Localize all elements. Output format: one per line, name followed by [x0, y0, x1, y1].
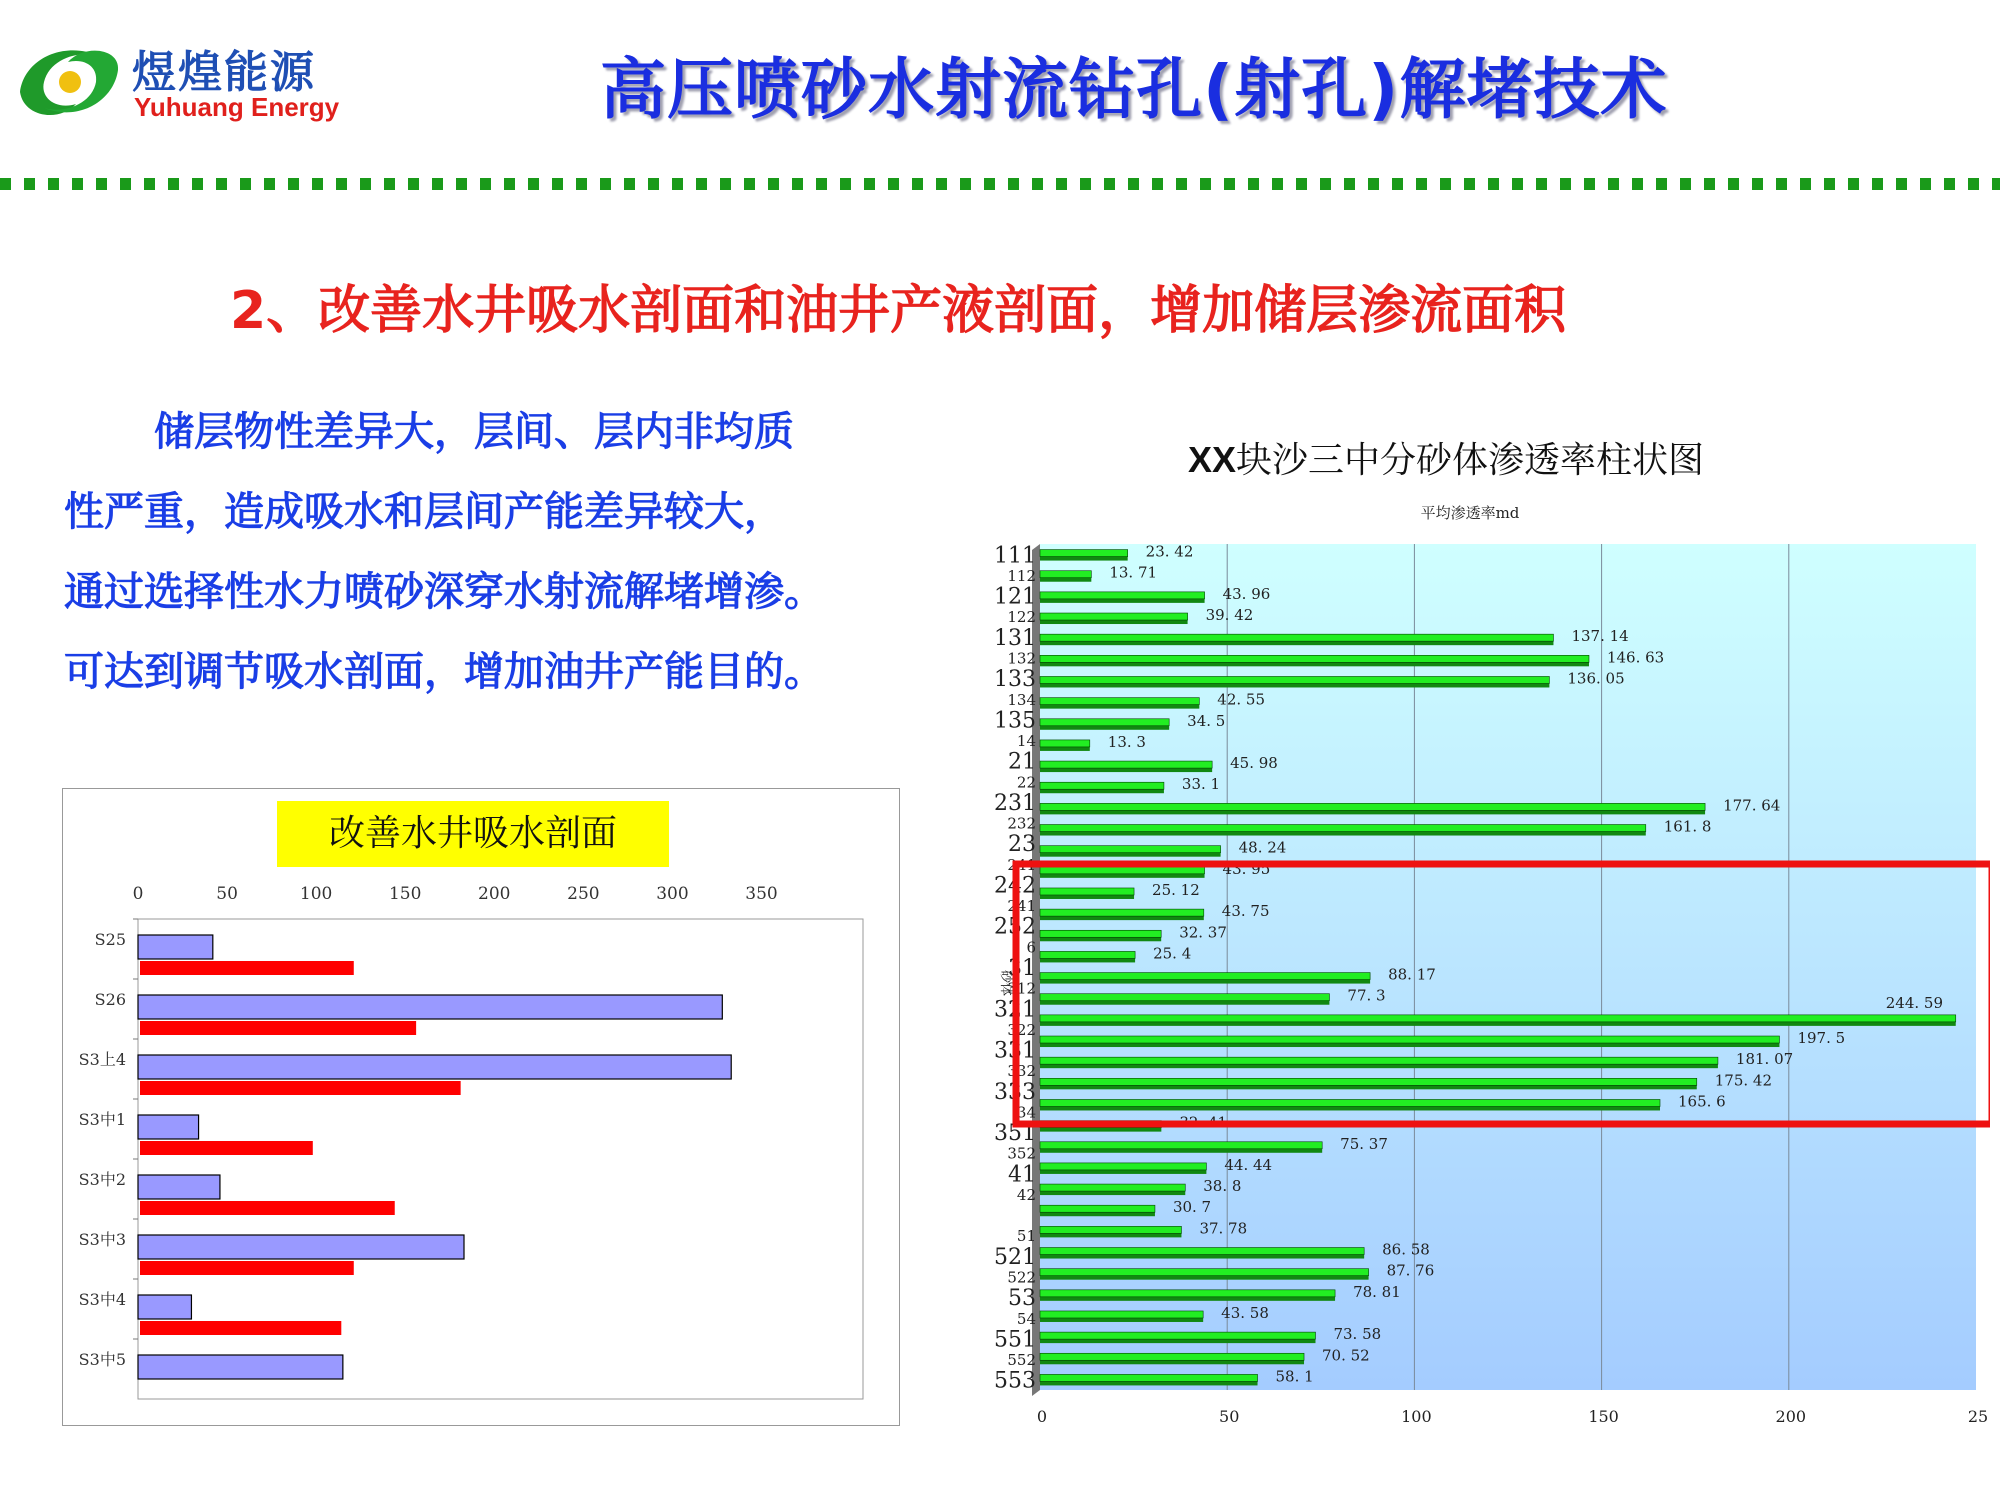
- chart-title-rest: 块沙三中分砂体渗透率柱状图: [1236, 440, 1705, 481]
- bar: [1040, 1184, 1185, 1191]
- category-label: 31: [1008, 956, 1036, 981]
- bar-series2: [140, 1141, 313, 1155]
- bar-series1: [138, 1055, 731, 1079]
- category-label: 112: [1007, 566, 1036, 585]
- category-label: 111: [994, 543, 1036, 569]
- chart1-plot: [63, 789, 899, 1425]
- bar: [1040, 803, 1705, 810]
- paragraph-line: 储层物性差异大，层间、层内非均质: [154, 409, 794, 455]
- bar-value-label: 73. 58: [1333, 1325, 1382, 1344]
- x-tick-label: 150: [1588, 1407, 1619, 1426]
- category-label: 321: [994, 997, 1036, 1023]
- bar: [1040, 1269, 1369, 1276]
- bar: [1040, 1078, 1697, 1085]
- bar: [1040, 1057, 1718, 1064]
- bar-value-label: 137. 14: [1571, 627, 1629, 646]
- description-paragraph: [64, 392, 944, 712]
- category-label: 352: [1007, 1144, 1036, 1163]
- bar: [1040, 613, 1188, 620]
- bar-series1: [138, 995, 722, 1019]
- bar: [1040, 1248, 1364, 1255]
- bar-series1: [138, 1115, 199, 1139]
- bar-value-label: 43. 95: [1222, 859, 1271, 878]
- bar: [1040, 550, 1128, 557]
- category-label: 331: [994, 1038, 1036, 1064]
- category-label: 232: [1007, 814, 1036, 833]
- category-label: 553: [994, 1368, 1036, 1394]
- bar: [1040, 1332, 1315, 1339]
- x-tick-label: 200: [478, 884, 511, 904]
- company-logo: [10, 30, 350, 130]
- bar-value-label: 165. 6: [1678, 1092, 1726, 1111]
- bar: [1040, 761, 1212, 768]
- bar: [1040, 930, 1161, 937]
- category-label: 14: [1016, 732, 1036, 751]
- category-label: S3中3: [78, 1230, 126, 1249]
- bar-value-label: 136. 05: [1567, 669, 1625, 688]
- bar-series1: [138, 1355, 343, 1379]
- x-tick-label: 300: [656, 884, 689, 904]
- category-label: S26: [94, 990, 126, 1009]
- bar-value-label: 30. 7: [1172, 1198, 1212, 1217]
- paragraph-line: 性严重，造成吸水和层间产能差异较大，: [64, 489, 784, 535]
- bar-value-label: 34. 5: [1187, 711, 1226, 730]
- bar-value-label: 45. 98: [1230, 754, 1278, 773]
- category-label: 241: [1007, 855, 1036, 874]
- category-label: 252: [994, 914, 1036, 940]
- page-title: 高压喷砂水射流钻孔(射孔)解堵技术: [600, 51, 1668, 128]
- chart-subtitle: 平均渗透率md: [1420, 504, 1520, 522]
- x-tick-label: 50: [1219, 1407, 1240, 1426]
- bar: [1040, 1205, 1155, 1212]
- bar-series1: [138, 1175, 220, 1199]
- x-tick-label: 100: [299, 884, 333, 904]
- bar: [1040, 994, 1329, 1001]
- bar: [1040, 973, 1370, 980]
- bar-value-label: 177. 64: [1723, 796, 1781, 815]
- injection-profile-chart: [62, 788, 900, 1426]
- bar-value-label: 146. 63: [1606, 648, 1665, 667]
- category-label: 42: [1016, 1185, 1036, 1204]
- bar-value-label: 244. 59: [1885, 993, 1944, 1012]
- category-label: 332: [1007, 1062, 1036, 1081]
- bar-series2: [140, 961, 354, 975]
- bar-value-label: 13. 3: [1107, 732, 1146, 751]
- category-label: S3中5: [78, 1350, 126, 1369]
- bar: [1040, 867, 1205, 874]
- bar: [1040, 1353, 1304, 1360]
- bar-value-label: 77. 3: [1347, 986, 1386, 1005]
- category-label: 322: [1007, 1020, 1036, 1039]
- category-label: 312: [1007, 979, 1036, 998]
- bar-series2: [140, 1321, 341, 1335]
- bar-value-label: 87. 76: [1386, 1261, 1435, 1280]
- bar: [1040, 719, 1169, 726]
- bar-value-label: 78. 81: [1353, 1282, 1401, 1301]
- category-label: 121: [994, 584, 1036, 610]
- bar-value-label: 197. 5: [1797, 1029, 1846, 1048]
- bar: [1040, 571, 1091, 578]
- bar-value-label: 86. 58: [1382, 1240, 1430, 1259]
- chart-title: 改善水井吸水剖面: [277, 801, 669, 867]
- paragraph-line: 通过选择性水力喷砂深穿水射流解堵增渗。: [64, 569, 824, 615]
- category-label: 241: [1007, 897, 1036, 916]
- bar: [1040, 888, 1134, 895]
- category-label: 21: [1008, 749, 1036, 775]
- category-label: 242: [994, 873, 1036, 899]
- bar: [1040, 698, 1199, 705]
- category-label: 551: [994, 1327, 1036, 1353]
- category-label: 333: [994, 1079, 1036, 1105]
- category-label: 54: [1016, 1309, 1036, 1328]
- plot-background: [1040, 544, 1976, 1390]
- bar-value-label: 88. 17: [1388, 965, 1436, 984]
- category-label: 552: [1007, 1351, 1036, 1370]
- bar-series2: [140, 1081, 461, 1095]
- x-tick-label: 25: [1967, 1407, 1989, 1426]
- paragraph-line: 可达到调节吸水剖面，增加油井产能目的。: [64, 649, 824, 695]
- bar: [1040, 782, 1164, 789]
- category-label: 521: [994, 1244, 1036, 1270]
- bar-value-label: 48. 24: [1238, 838, 1287, 857]
- logo-swirl-icon: [10, 30, 130, 130]
- bar-series1: [138, 935, 213, 959]
- bar-value-label: 75. 37: [1340, 1134, 1388, 1153]
- y-axis-label: 砂体: [998, 970, 1013, 997]
- bar-value-label: 32. 37: [1179, 923, 1227, 942]
- category-label: 131: [994, 625, 1036, 651]
- bar: [1040, 592, 1205, 599]
- bar: [1040, 1290, 1335, 1297]
- category-label: 53: [1008, 1286, 1036, 1312]
- bar-value-label: 43. 58: [1221, 1303, 1269, 1322]
- x-tick-label: 350: [745, 884, 778, 904]
- bar-value-label: 161. 8: [1663, 817, 1712, 836]
- bar-series1: [138, 1235, 464, 1259]
- bar: [1040, 909, 1204, 916]
- category-label: 351: [994, 1121, 1036, 1147]
- category-label: S3中2: [78, 1170, 126, 1189]
- bar: [1040, 1226, 1181, 1233]
- bar: [1040, 740, 1090, 747]
- x-tick-label: 0: [1036, 1407, 1048, 1426]
- category-label: 133: [994, 667, 1036, 693]
- category-label: 132: [1007, 649, 1036, 668]
- bar: [1040, 655, 1589, 662]
- bar-value-label: 32. 41: [1179, 1113, 1228, 1132]
- bar-value-label: 38. 8: [1203, 1177, 1242, 1196]
- permeability-chart: [990, 480, 1990, 1500]
- bar-value-label: 42. 55: [1217, 690, 1266, 709]
- category-label: 51: [1016, 1227, 1036, 1246]
- bar-value-label: 33. 1: [1181, 775, 1221, 794]
- bar-value-label: 44. 44: [1224, 1155, 1273, 1174]
- bar: [1040, 1374, 1258, 1381]
- category-label: S3中4: [78, 1290, 126, 1309]
- bar: [1040, 825, 1646, 832]
- bar-series2: [140, 1261, 354, 1275]
- bar-value-label: 181. 07: [1735, 1050, 1794, 1069]
- bar-value-label: 43. 96: [1222, 584, 1271, 603]
- category-label: 23: [1008, 832, 1036, 858]
- bar-value-label: 13. 71: [1109, 563, 1158, 582]
- bar-value-label: 25. 4: [1153, 944, 1192, 963]
- bar: [1040, 846, 1221, 853]
- category-label: 22: [1016, 773, 1036, 792]
- bar: [1040, 634, 1553, 641]
- chart-title-bold: XX: [1188, 439, 1237, 480]
- category-label: 522: [1007, 1268, 1036, 1287]
- bar: [1040, 1036, 1779, 1043]
- category-label: S3上4: [78, 1050, 126, 1069]
- x-tick-label: 100: [1401, 1407, 1432, 1426]
- category-label: 135: [994, 708, 1036, 734]
- x-tick-label: 50: [216, 884, 238, 904]
- bar: [1040, 951, 1135, 958]
- bar: [1040, 1099, 1660, 1106]
- permeability-chart-title: [1188, 432, 1704, 483]
- bar-value-label: 39. 42: [1205, 606, 1254, 625]
- category-label: S3中1: [78, 1110, 126, 1129]
- x-tick-label: 250: [567, 884, 600, 904]
- category-label: 34: [1016, 1103, 1036, 1122]
- x-tick-label: 0: [132, 884, 144, 904]
- bar: [1040, 1142, 1322, 1149]
- bar-value-label: 23. 42: [1145, 542, 1194, 561]
- bar-series2: [140, 1201, 395, 1215]
- bar-value-label: 43. 75: [1221, 902, 1270, 921]
- x-tick-label: 150: [388, 884, 422, 904]
- category-label: 6: [1026, 938, 1036, 957]
- bar: [1040, 1163, 1206, 1170]
- bar-value-label: 175. 42: [1714, 1071, 1773, 1090]
- category-label: 41: [1008, 1162, 1036, 1188]
- bar-series1: [138, 1295, 191, 1319]
- dotted-divider: [0, 178, 2000, 190]
- bar-value-label: 58. 1: [1275, 1367, 1314, 1386]
- category-label: 122: [1007, 608, 1036, 627]
- category-label: 231: [994, 790, 1036, 816]
- category-label: S25: [94, 930, 126, 949]
- bar-value-label: 70. 52: [1322, 1346, 1370, 1365]
- bar: [1040, 1311, 1203, 1318]
- logo-chinese-name: 煜煌能源: [132, 47, 316, 98]
- x-tick-label: 200: [1775, 1407, 1807, 1426]
- bar: [1040, 1015, 1956, 1022]
- logo-english-name: Yuhuang Energy: [134, 92, 340, 122]
- bar-value-label: 25. 12: [1152, 880, 1200, 899]
- bar: [1040, 676, 1549, 683]
- bar-series2: [140, 1021, 416, 1035]
- section-subtitle: 2、改善水井吸水剖面和油井产液剖面，增加储层渗流面积: [230, 281, 1567, 341]
- bar-value-label: 37. 78: [1199, 1219, 1248, 1238]
- category-label: 134: [1007, 690, 1036, 709]
